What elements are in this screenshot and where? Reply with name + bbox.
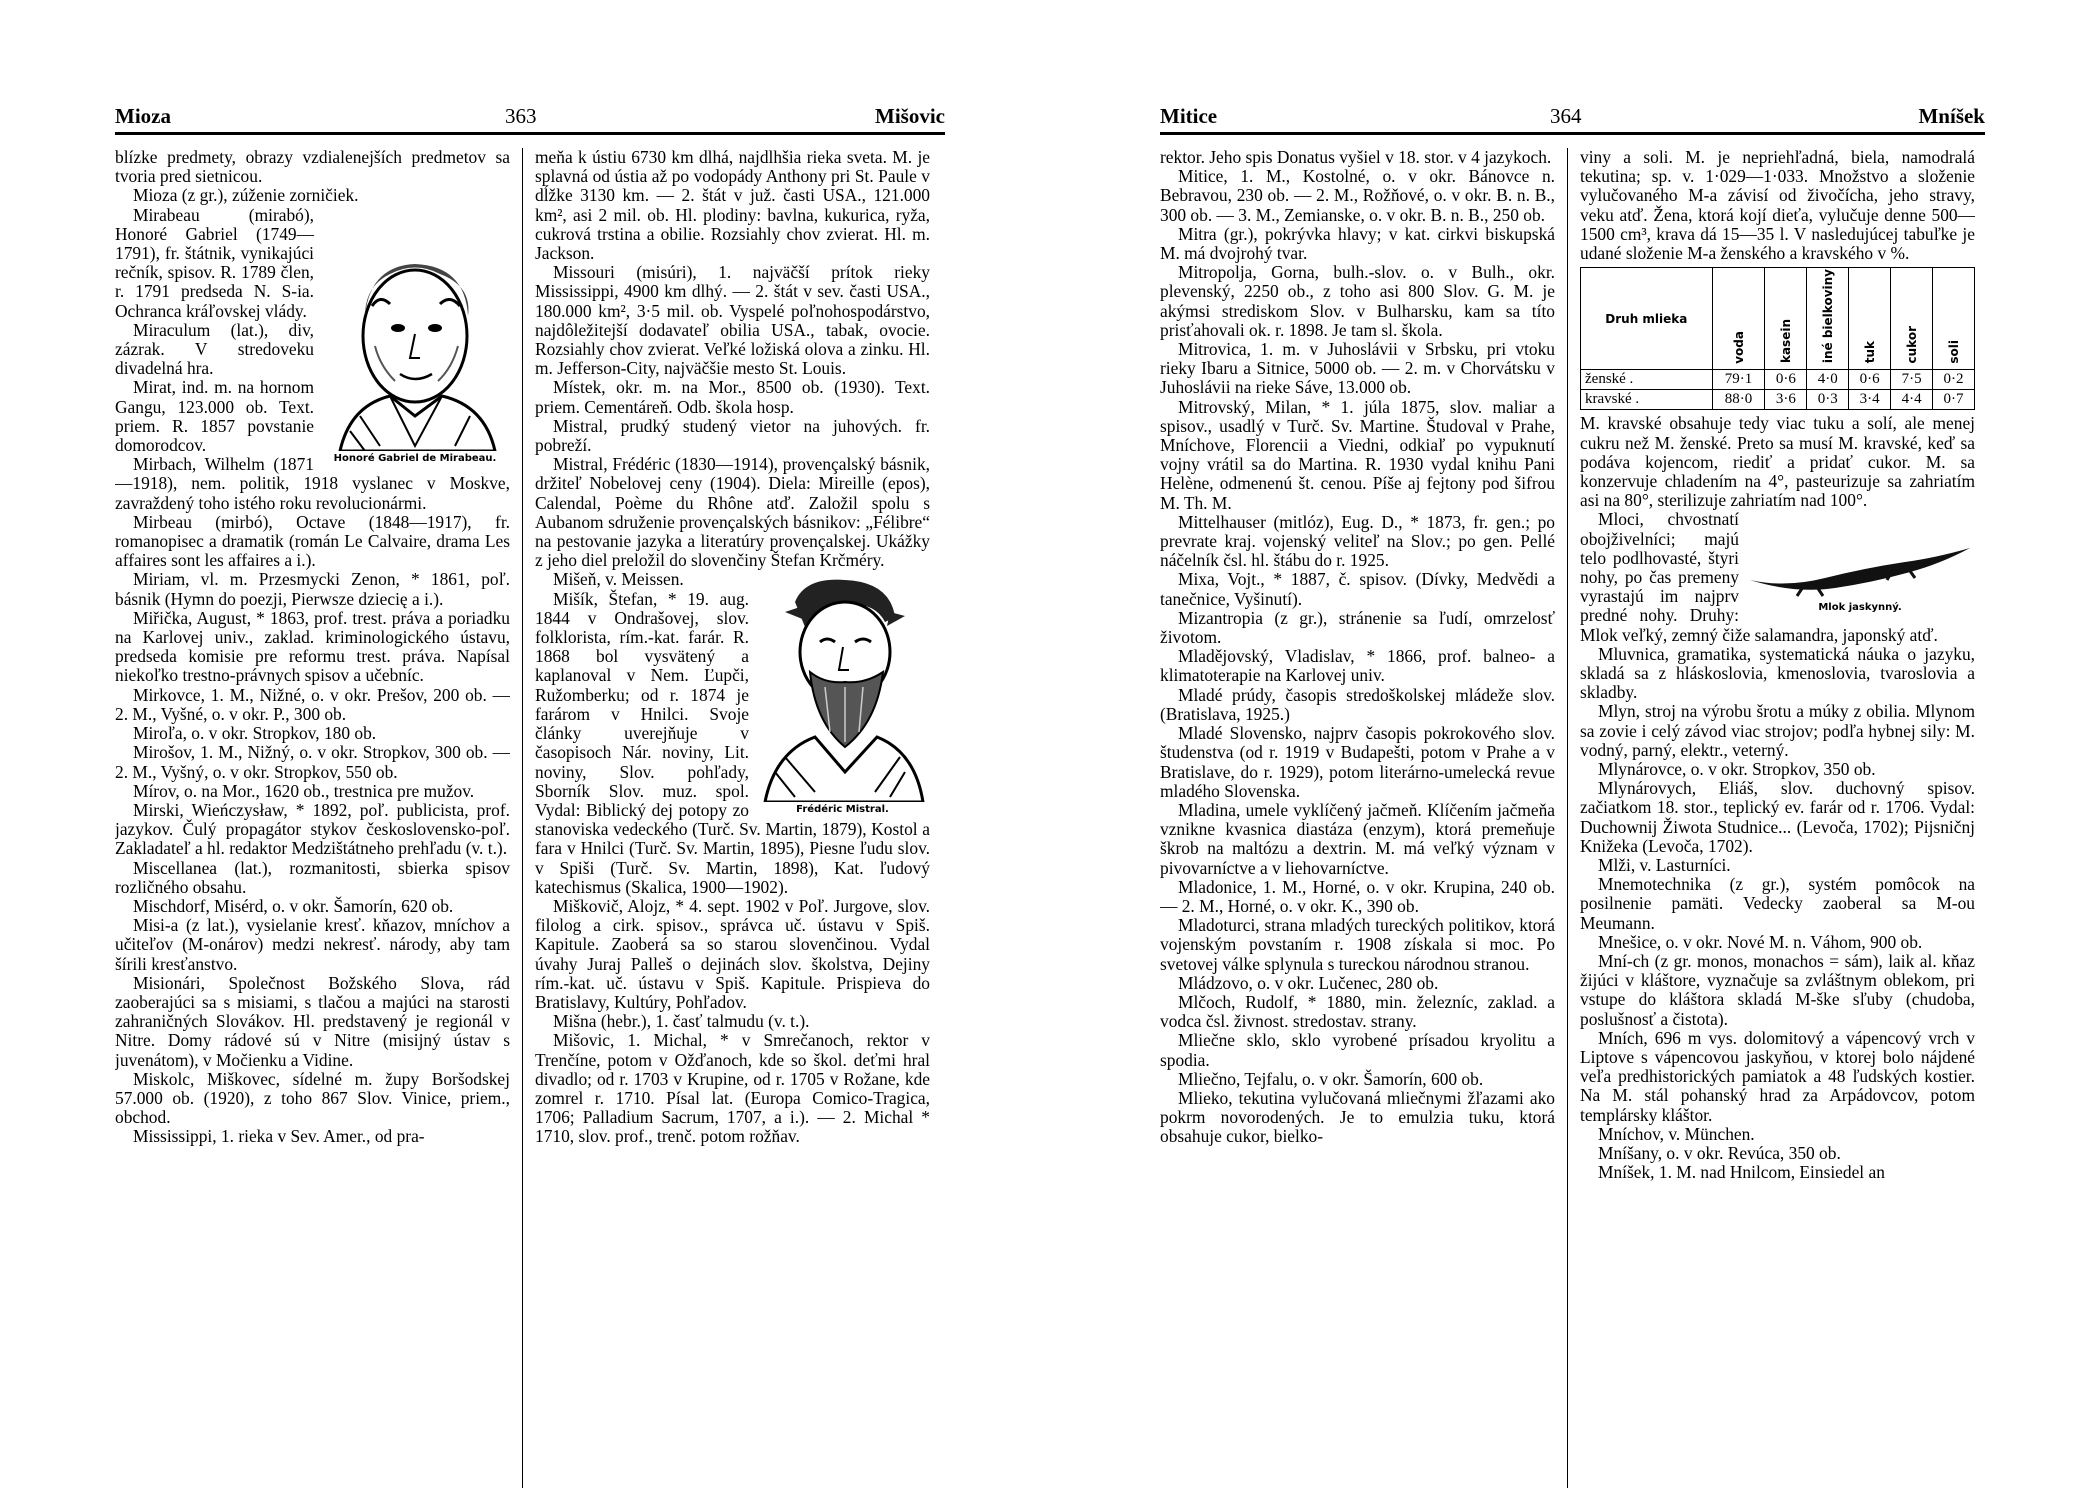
entry-paragraph: viny a soli. M. je nepriehľadná, biela, namodralá tekutina; sp. v. 1·029—1·033. Množstvo a složenie vylučovaného M-a závisí od živočícha, jeho stravy, veku atď. Žena, ktorá kojí dieťa, vylučuje denne 500—1500 cm³, krava dá 15—35 l. V nasledujúcej tabuľke je udané složenie M-a ženského a kravského v %. — [1580, 148, 1975, 264]
mirabeau-portrait-image — [320, 246, 510, 451]
column-divider — [1567, 148, 1568, 1488]
table-cell: 0·2 — [1933, 370, 1975, 390]
table-cell: 0·6 — [1765, 370, 1807, 390]
table-cell: 88·0 — [1712, 390, 1765, 410]
entry-paragraph: Mizantropia (z gr.), stránenie sa ľudí, omrzelosť životom. — [1160, 607, 1555, 648]
left-header-first-entry: Mioza — [115, 104, 171, 128]
table-cell: 79·1 — [1712, 370, 1765, 390]
entry-paragraph: Mnemotechnika (z gr.), systém pomôcok na posilnenie pamäti. Vedecky zaoberal sa M-ou Meumann. — [1580, 874, 1975, 933]
right-column-1 — [1160, 148, 1555, 1488]
salamander-image — [1745, 540, 1975, 600]
entry-paragraph: Mloci, chvostnatí obojživelníci; majú telo podlhovasté, štyri nohy, po čas premeny vyrastajú im najprv predné nohy. Druhy: Mlok veľký, zemný čiže salamandra, japonský atď. — [1580, 509, 1938, 645]
entry-paragraph: Mitra (gr.), pokrývka hlavy; v kat. cirkvi biskupská M. má dvojrohý tvar. — [1160, 223, 1555, 264]
entry-paragraph: Mluvnica, gramatika, systematická náuka o jazyku, skladá sa z hláskoslovia, kmenoslovia, tvaroslovia a skladby. — [1580, 643, 1975, 703]
entry-paragraph: Mládzovo, o. v okr. Lučenec, 280 ob. — [1178, 972, 1439, 993]
entry-paragraph: Mlčoch, Rudolf, * 1880, min. železníc, zaklad. a vodca čsl. živnost. stredostav. strany. — [1160, 991, 1555, 1032]
table-column-header-label: soli — [1946, 339, 1961, 364]
table-row — [1581, 390, 1975, 410]
entry-paragraph: meňa k ústiu 6730 km dlhá, najdlhšia rieka sveta. M. je splavná od ústia až po vodopády Anthony pri St. Paule v dĺžke 3130 km. — 2. štát v juž. časti USA., 121.000 km², asi 2 mil. ob. Hl. plodiny: bavlna, kukurica, ryža, cukrová trstina a obilie. Rozsiahly chov zvierat. Hl. m. Jackson. — [535, 148, 930, 264]
table-cell: 0·3 — [1807, 390, 1849, 410]
entry-paragraph: Mitice, 1. M., Kostolné, o. v okr. Bánovce n. Bebravou, 230 ob. — 2. M., Rožňové, o. v okr. B. n. B., 300 ob. — 3. M., Zemianske, o. v okr. B. n. B., 250 ob. — [1160, 166, 1555, 225]
entry-paragraph: Mních, 696 m vys. dolomitový a vápencový vrch v Liptove s vápencovou jaskyňou, v ktorej bolo nájdené veľa predhistorických pamiatok a 48 ľudských kostier. Na M. stál pohanský hrad za Arpádovcov, potom templársky kláštor. — [1580, 1027, 1975, 1125]
entry-paragraph: Mlieko, tekutina vylučovaná mliečnymi žľazami ako pokrm novorodených. Je to emulzia tuku, ktorá obsahuje cukor, bielko- — [1160, 1087, 1555, 1147]
entry-paragraph: Mlynárovce, o. v okr. Stropkov, 350 ob. — [1598, 759, 1876, 780]
column-divider — [522, 148, 523, 1488]
entry-paragraph: Mníchov, v. München. — [1598, 1123, 1755, 1144]
entry-paragraph: blízke predmety, obrazy vzdialenejších predmetov sa tvoria pred sietnicou. — [115, 148, 510, 187]
entry-paragraph: Miřička, August, * 1863, prof. trest. práva a poriadku na Karlovej univ., zaklad. kriminologického ústavu, predseda komisie pre reformu trest. práva. Napísal niekoľko trestno-právnych spisov a učebníc. — [115, 607, 510, 686]
entry-paragraph: Mníšek, 1. M. nad Hnilcom, Einsiedel an — [1598, 1162, 1885, 1183]
entry-paragraph: Miškovič, Alojz, * 4. sept. 1902 v Poľ. Jurgove, slov. filolog a cirk. spisov., správca uč. ústavu v Spiš. Kapitule. Zaoberá sa so starou slovenčinou. Vydal úvahy Juraj Palleš o dejinách slov. školstva, Dejiny rím.-kat. uč. ústavu v Spiš. Kapitule. Prispieva do Bratislavy, Kultúry, Pohľadov. — [535, 895, 930, 1012]
entry-paragraph: rektor. Jeho spis Donatus vyšiel v 18. stor. v 4 jazykoch. — [1160, 148, 1552, 167]
entry-paragraph: Miriam, vl. m. Przesmycki Zenon, * 1861, poľ. básnik (Hymn do poezji, Pierwsze dziecię a i.). — [115, 569, 510, 609]
mirabeau-portrait-figure — [320, 246, 510, 464]
entry-paragraph: Mirošov, 1. M., Nižný, o. v okr. Stropkov, 300 ob. — 2. M., Vyšný, o. v okr. Stropkov, 550 ob. — [115, 742, 510, 782]
entry-paragraph: Mladé Slovensko, najprv časopis pokrokového slov. študenstva (od r. 1919 v Budapešti, potom v Prahe a v Bratislave, do r. 1929), potom literárno-umelecká revue mladého Slovenska. — [1160, 723, 1555, 801]
table-column-header — [1891, 268, 1933, 370]
entry-paragraph: Mní-ch (z gr. monos, monachos = sám), laik al. kňaz žijúci v kláštore, vyznačuje sa zvláštnym oblekom, pri vstupe do kláštora skladá M-ške sľuby (chudoba, poslušnosť a čistota). — [1580, 951, 1975, 1029]
milk-composition-table — [1580, 267, 1975, 410]
entry-paragraph: Mixa, Vojt., * 1887, č. spisov. (Dívky, Medvědi a tanečnice, Vyšinutí). — [1160, 569, 1555, 609]
entry-paragraph: Mišeň, v. Meissen. — [553, 569, 684, 590]
table-cell: 3·4 — [1849, 390, 1891, 410]
entry-paragraph: Mlyn, stroj na výrobu šrotu a múky z obilia. Mlynom sa zovie i celý závod viac strojov; podľa hybnej sily: M. vodný, parný, elektr., veterný. — [1580, 701, 1975, 760]
entry-paragraph: Mistral, prudký studený vietor na juhových. fr. pobreží. — [535, 415, 930, 456]
left-column-2 — [535, 148, 930, 1488]
entry-paragraph: Mišna (hebr.), 1. časť talmudu (v. t.). — [553, 1011, 810, 1032]
left-header-last-entry: Mišovic — [875, 104, 945, 128]
entry-paragraph: Mlynárovych, Eliáš, slov. duchovný spisov. začiatkom 18. stor., teplický ev. farár od r. 1706. Vydal: Duchownij Žiwota Studnice... (Levoča, 1702); Pijsničnj Knižeka (Levoča, 1702). — [1580, 778, 1975, 856]
table-column-header-label: cukor — [1904, 325, 1919, 364]
mistral-portrait-caption: Frédéric Mistral. — [796, 804, 889, 816]
table-column-header-label: voda — [1731, 330, 1746, 364]
entry-paragraph: Mioza (z gr.), zúženie zorničiek. — [133, 185, 359, 206]
table-column-header-label: tuk — [1862, 341, 1877, 364]
table-row-label: ženské . — [1581, 370, 1713, 390]
left-column-1 — [115, 148, 510, 1488]
table-row-label: kravské . — [1581, 390, 1713, 410]
entry-paragraph: Mirski, Wieńczysław, * 1892, poľ. publicista, prof. jazykov. Čulý propagátor stykov československo-poľ. Zakladateľ a hl. redaktor Medzištátneho prehľadu (v. t.). — [115, 799, 510, 859]
left-page-number: 363 — [505, 104, 537, 128]
entry-paragraph: Mirbeau (mirbó), Octave (1848—1917), fr. romanopisec a dramatik (román Le Calvaire, drama Les affaires sont les affaires a i.). — [115, 511, 510, 571]
entry-paragraph: Mirbach, Wilhelm (1871—1918), nem. politik, 1918 vyslanec v Moskve, zavraždený toho istého roku revolucionármi. — [115, 454, 510, 513]
entry-paragraph: Miscellanea (lat.), rozmanitosti, sbierka spisov rozličného obsahu. — [115, 857, 510, 897]
entry-paragraph: Mlži, v. Lasturníci. — [1598, 855, 1731, 876]
table-cell: 3·6 — [1765, 390, 1807, 410]
entry-paragraph: Mirat, ind. m. na hornom Gangu, 123.000 ob. Text. priem. R. 1857 povstanie domorodcov. — [115, 377, 314, 456]
table-column-header-label: iné bielkoviny — [1820, 269, 1835, 364]
table-column-header — [1807, 268, 1849, 370]
entry-paragraph: Místek, okr. m. na Mor., 8500 ob. (1930). Text. priem. Cementáreň. Odb. škola hosp. — [535, 377, 930, 417]
left-page-header — [115, 100, 945, 135]
entry-paragraph: Mischdorf, Misérd, o. v okr. Šamorín, 620 ob. — [133, 895, 454, 916]
entry-paragraph: Miskolc, Miškovec, sídelné m. župy Boršodskej 57.000 ob. (1920), z toho 867 Slov. Vinice, priem., obchod. — [115, 1068, 510, 1128]
right-header-last-entry: Mníšek — [1918, 104, 1985, 128]
table-column-header — [1933, 268, 1975, 370]
table-header-row — [1581, 268, 1975, 370]
entry-paragraph: Mladé prúdy, časopis stredoškolskej mládeže slov. (Bratislava, 1925.) — [1160, 684, 1555, 724]
entry-paragraph: Miraculum (lat.), div, zázrak. V stredoveku divadelná hra. — [115, 319, 314, 379]
table-cell: 0·6 — [1849, 370, 1891, 390]
entry-paragraph: Mitropolja, Gorna, bulh.-slov. o. v Bulh., okr. plevenský, 2250 ob., z toho asi 800 Slov. G. M. je akýmsi strediskom Slov. v Bulharsku, kam sa títo prisťahovali ok. r. 1898. Je tam sl. škola. — [1160, 262, 1555, 340]
entry-paragraph: Misionári, Společnost Božského Slova, rád zaoberajúci sa s misiami, s tlačou a majúci na starosti zahraničných Slovákov. Hl. predstavený je regionál v Nitre. Domy rádové sú v Nitre (misijný ústav s juvenátom), v Močienku a Vidine. — [115, 972, 510, 1070]
right-page — [1160, 100, 1985, 1183]
table-row — [1581, 370, 1975, 390]
right-page-number: 364 — [1550, 104, 1582, 128]
entry-paragraph: Mladoturci, strana mladých tureckých politikov, ktorá vojenským povstaním r. 1908 získala si moc. Po svetovej válke splynula s tureckou národnou stranou. — [1160, 915, 1555, 974]
table-cell: 7·5 — [1891, 370, 1933, 390]
entry-paragraph: Mississippi, 1. rieka v Sev. Amer., od pra- — [133, 1126, 425, 1147]
entry-paragraph: Mišovic, 1. Michal, * v Smrečanoch, rektor v Trenčíne, potom v Ožďanoch, kde so škol. deťmi hral divadlo; od r. 1703 v Krupine, od r. 1705 v Rožane, kde zomrel r. 1710. Písal lat. (Europa Comico-Tragica, 1706; Palladium Sacrum, 1707, a i.). — 2. Michal * 1710, slov. prof., trenč. potom rožňav. — [535, 1030, 930, 1147]
entry-paragraph: Misi-a (z lat.), vysielanie kresť. kňazov, mníchov a učiteľov (M-onárov) medzi nekresť. národy, aby tam šírili kresťanstvo. — [115, 915, 510, 974]
entry-paragraph: Mírov, o. na Mor., 1620 ob., trestnica pre mužov. — [133, 780, 475, 801]
salamander-caption: Mlok jaskynný. — [1818, 602, 1902, 614]
entry-paragraph: Mitrovica, 1. m. v Juhoslávii v Srbsku, pri vtoku rieky Ibaru a Sitnice, 5000 ob. — 2. m. v Chorvátsku v Juhoslávii na rieke Sáve, 13.000 ob. — [1160, 339, 1555, 398]
right-header-first-entry: Mitice — [1160, 104, 1218, 128]
entry-paragraph: Mladějovský, Vladislav, * 1866, prof. balneo- a klimatoterapie na Karlovej univ. — [1160, 646, 1555, 686]
entry-paragraph: Mittelhauser (mitlóz), Eug. D., * 1873, fr. gen.; po prevrate kraj. vojenský veliteľ na Slov.; po gen. Pellé náčelník čsl. hl. štábu do r. 1925. — [1160, 511, 1555, 571]
entry-paragraph: Mitrovský, Milan, * 1. júla 1875, slov. maliar a spisov., usadlý v Turč. Sv. Martine. Študoval v Prahe, Mníchove, Florencii a Viedni, odkiaľ po vypuknutí vojny vrátil sa do Martina. R. 1930 vydal knihu Pani Helène, odmenenú št. cenou. Píše aj fejtony pod šifrou M. Th. M. — [1160, 396, 1555, 513]
right-column-2 — [1580, 148, 1975, 1488]
table-column-header — [1849, 268, 1891, 370]
entry-paragraph: Mirkovce, 1. M., Nižné, o. v okr. Prešov, 200 ob. — 2. M., Vyšné, o. v okr. P., 300 ob. — [115, 684, 510, 724]
left-columns — [115, 148, 945, 1488]
entry-paragraph: Mistral, Frédéric (1830—1914), provençalský básnik, držiteľ Nobelovej ceny (1904). Diela: Mireille (epos), Calendal, Poème du Rhône atď. Založil spolu s Aubanom sdruženie provençalských básnikov: „Félibre“ na pestovanie jazyka a literatúry provençalskej. Ukážky z jeho diel preložil do slovenčiny Štefan Krčméry. — [535, 454, 930, 571]
right-columns — [1160, 148, 1985, 1488]
table-column-header-label: kasein — [1778, 319, 1793, 364]
table-cell: 4·0 — [1807, 370, 1849, 390]
table-column-header — [1712, 268, 1765, 370]
entry-paragraph: Mladonice, 1. M., Horné, o. v okr. Krupina, 240 ob. — 2. M., Horné, o. v okr. K., 390 ob. — [1160, 876, 1555, 916]
table-corner-header: Druh mlieka — [1581, 268, 1713, 370]
entry-paragraph: Miroľa, o. v okr. Stropkov, 180 ob. — [133, 723, 377, 744]
right-page-header — [1160, 100, 1985, 135]
mistral-portrait-figure — [755, 572, 930, 815]
entry-paragraph: Mladina, umele vyklíčený jačmeň. Klíčením jačmeňa vznikne kvasnica diastáza (enzym), ktorá premeňuje škrob na maltózu a dextrin. M. má veľký význam v pivovarníctve a v liehovarníctve. — [1160, 799, 1555, 878]
entry-paragraph: Mníšany, o. v okr. Revúca, 350 ob. — [1598, 1143, 1841, 1164]
entry-paragraph: Mišík, Štefan, * 19. aug. 1844 v Ondrašovej, slov. folklorista, rím.-kat. farár. R. 1868 bol vysvätený a kaplanoval v Nem. Ľupči, Ružomberku; od r. 1874 je farárom v Hnilci. Svoje články uverejňuje v časopisoch Nár. noviny, Lit. noviny, Slov. pohľady, Sborník Slov. muz. spol. Vydal: Biblický dej potopy zo stanoviska vedeckého (Turč. Sv. Martin, 1879), Kostol a fara v Hnilci (Turč. Sv. Martin, 1895), Piesne ľudu slov. v Spiši (Turč. Sv. Martin, 1898), Kat. ľudový katechismus (Skalica, 1900—1902). — [535, 588, 930, 897]
entry-paragraph: Mirabeau (mirabó), Honoré Gabriel (1749—1791), fr. štátnik, vynikajúci rečník, spisov. R. 1789 člen, r. 1791 predseda N. S-ia. Ochranca kráľovskej vlády. — [115, 204, 314, 321]
table-column-header — [1765, 268, 1807, 370]
table-cell: 0·7 — [1933, 390, 1975, 410]
entry-paragraph: Mnešice, o. v okr. Nové M. n. Váhom, 900 ob. — [1598, 931, 1923, 952]
entry-paragraph: M. kravské obsahuje tedy viac tuku a solí, ale menej cukru než M. ženské. Preto sa musí M. kravské, keď sa podáva kojencom, riediť a pridať cukor. M. sa konzervuje chladením na 4°, pasteurizuje sa zahriatím asi na 80°, sterilizuje zahriatím nad 100°. — [1580, 413, 1975, 511]
entry-paragraph: Missouri (misúri), 1. najväčší prítok rieky Mississippi, 4900 km dlhý. — 2. štát v sev. časti USA., 180.000 km², 3·5 mil. ob. Vyspelé poľnohospodárstvo, najdôležitejší dodavateľ obilia USA., tabak, ovocie. Rozsiahly chov zvierat. Veľké ložiská olova a zinku. Hl. m. Jefferson-City, najväčšie mesto St. Louis. — [535, 262, 930, 379]
mirabeau-portrait-caption: Honoré Gabriel de Mirabeau. — [333, 452, 497, 464]
mistral-portrait-image — [755, 572, 930, 802]
entry-paragraph: Mliečne sklo, sklo vyrobené prísadou kryolitu a spodia. — [1160, 1030, 1555, 1070]
salamander-figure — [1745, 540, 1975, 613]
entry-paragraph: Mliečno, Tejfalu, o. v okr. Šamorín, 600 ob. — [1178, 1068, 1484, 1089]
left-page — [115, 100, 945, 1147]
table-cell: 4·4 — [1891, 390, 1933, 410]
